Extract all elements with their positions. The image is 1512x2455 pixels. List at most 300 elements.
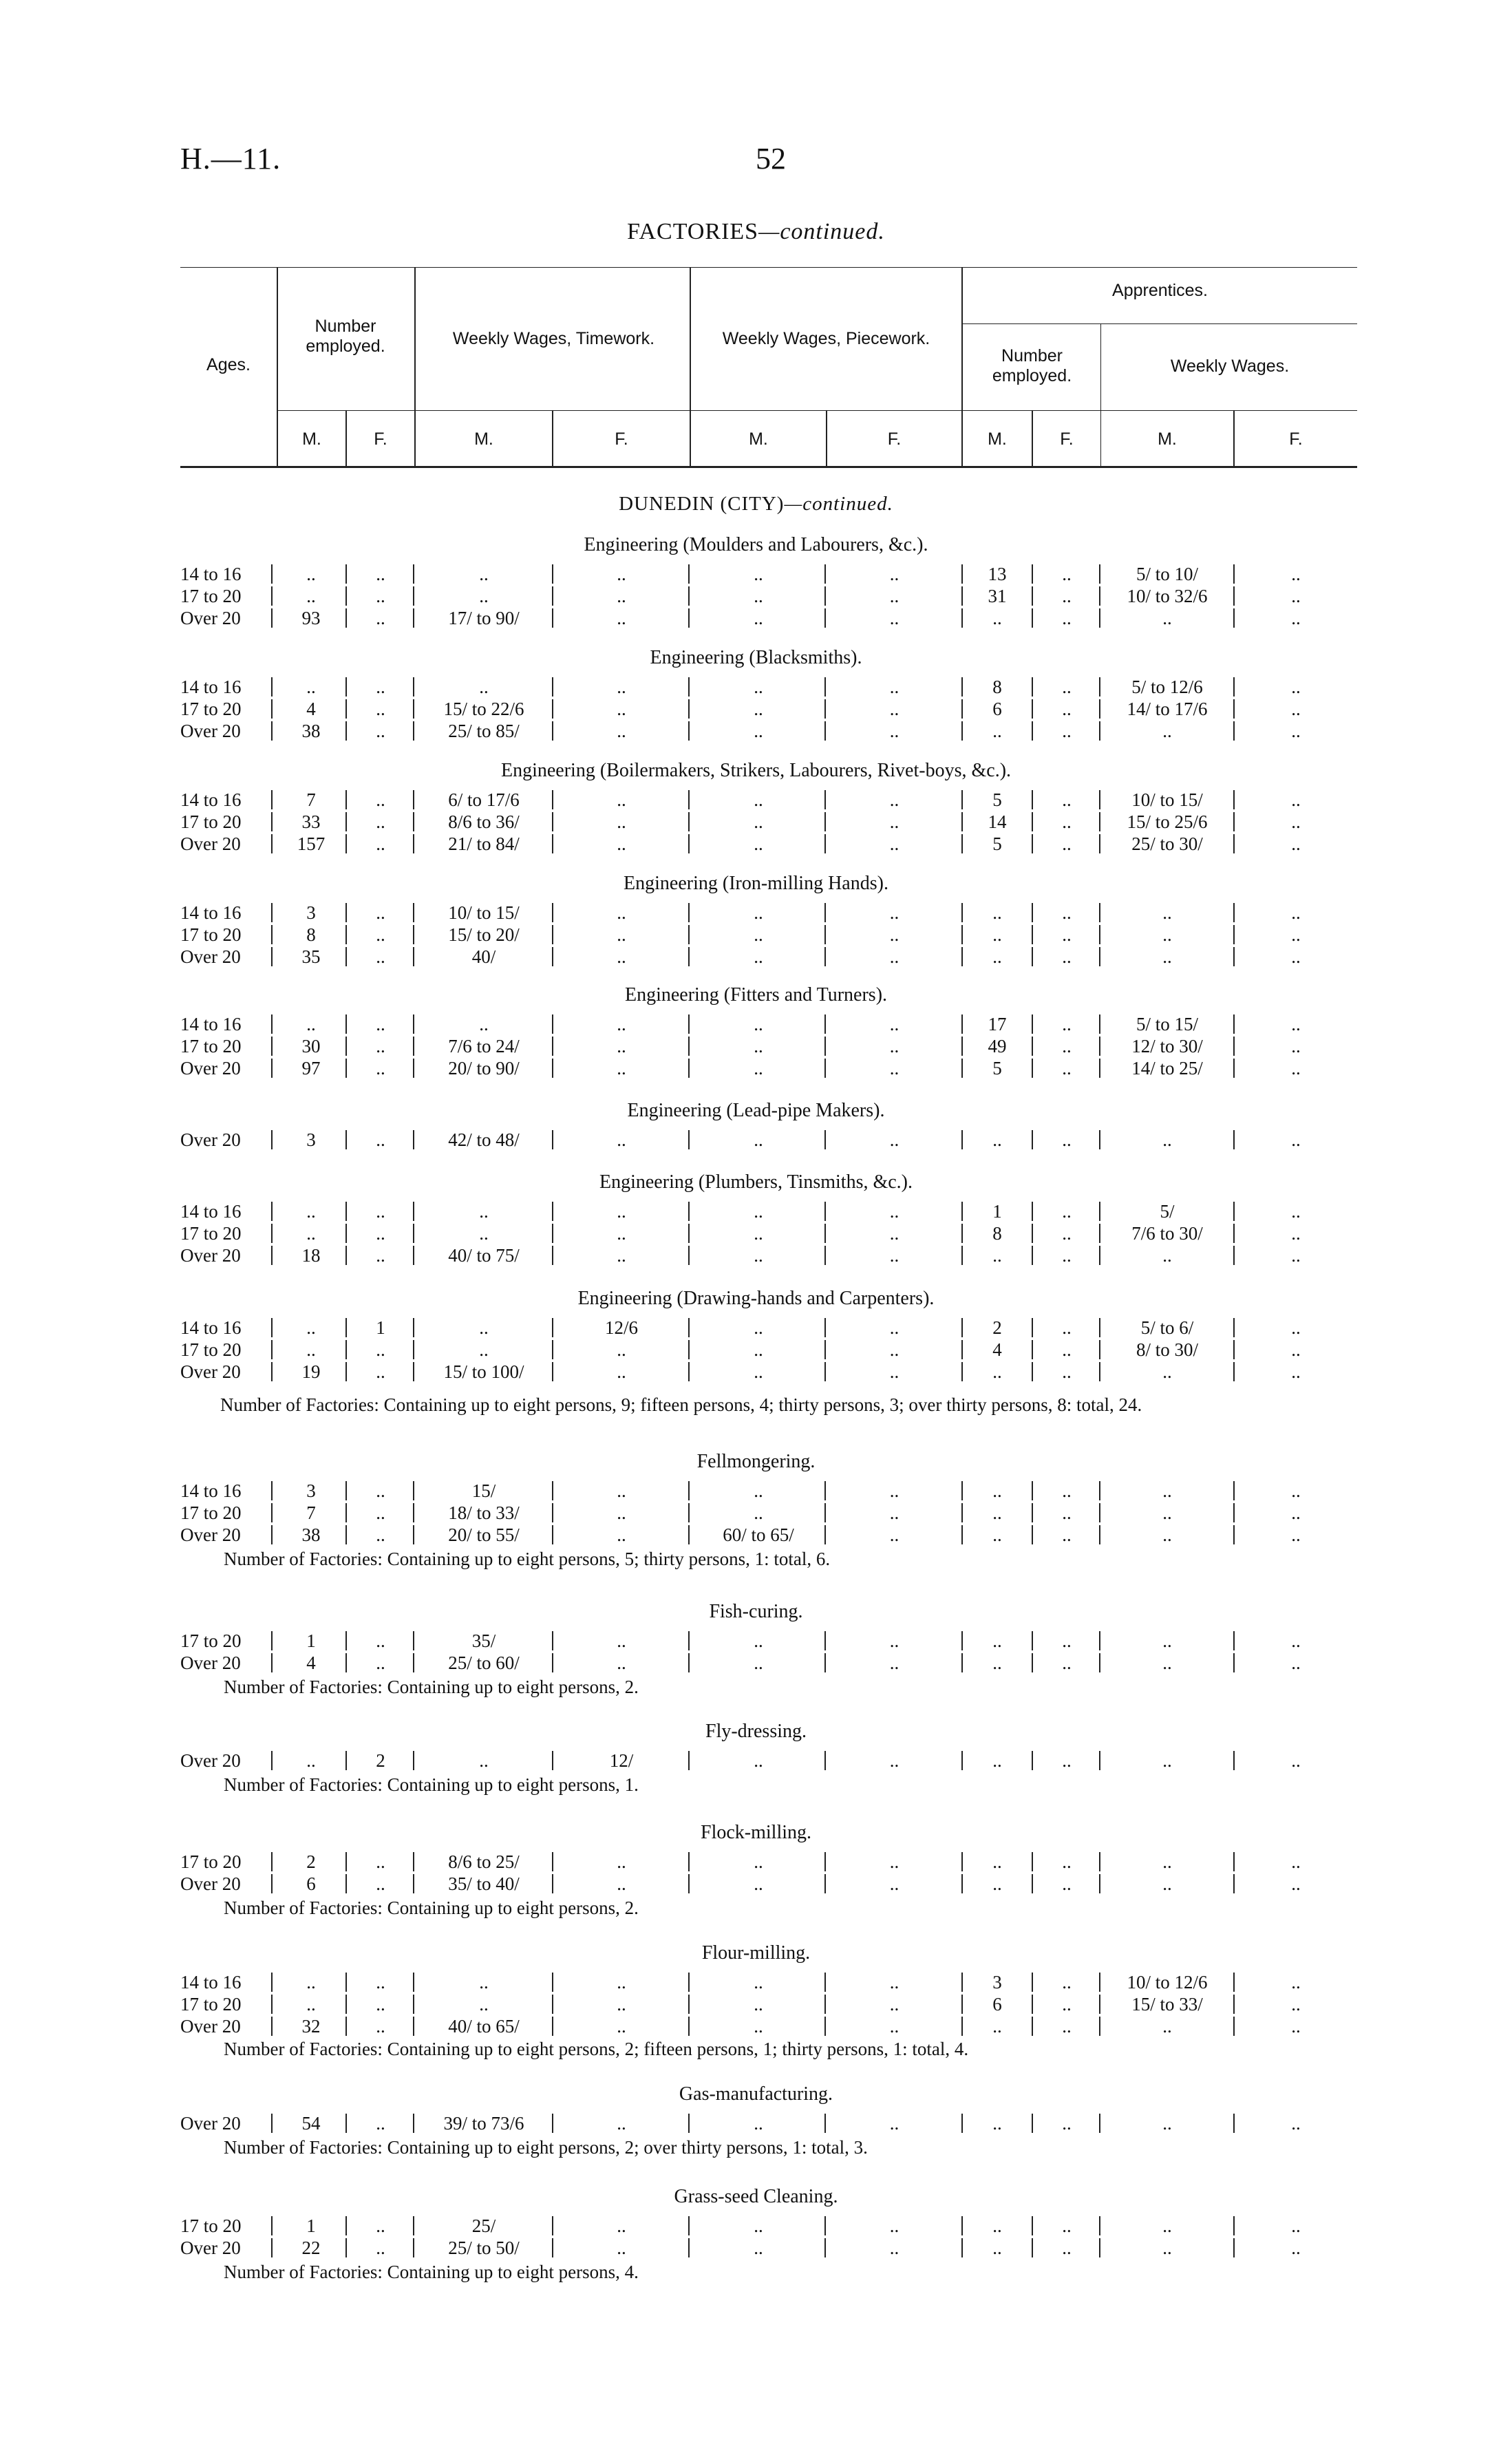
table-cell: 35 <box>301 946 321 967</box>
table-cell: .. <box>617 924 626 945</box>
table-cell: .. <box>1062 564 1072 584</box>
table-cell: .. <box>754 1994 763 2015</box>
table-cell: .. <box>889 586 899 606</box>
table-cell: .. <box>889 1502 899 1523</box>
table-row <box>180 2237 1357 2259</box>
table-cell: .. <box>617 721 626 741</box>
table-cell: .. <box>754 721 763 741</box>
table-cell: .. <box>617 789 626 810</box>
table-cell: .. <box>376 1480 385 1501</box>
table-cell: .. <box>889 1361 899 1382</box>
table-cell: 4 <box>306 699 316 719</box>
column-rule <box>271 1852 273 1871</box>
table-cell: .. <box>306 677 316 697</box>
factories-note: Number of Factories: Containing up to eight persons, 2; over thirty persons, 1: total, 3. <box>224 2137 868 2158</box>
section-title: Flock-milling. <box>701 1822 811 1843</box>
column-rule <box>271 564 273 584</box>
table-cell: .. <box>1162 1480 1172 1501</box>
age-cell: Over 20 <box>180 1873 241 1894</box>
table-cell: 5/ <box>1160 1201 1175 1222</box>
column-rule <box>271 608 273 628</box>
table-cell: .. <box>306 1994 316 2015</box>
title-suffix: —continued. <box>758 219 885 244</box>
table-cell: .. <box>754 1223 763 1244</box>
header-piecework: Weekly Wages, Piecework. <box>722 329 930 348</box>
table-cell: .. <box>376 2016 385 2037</box>
table-cell: .. <box>479 1201 489 1222</box>
table-cell: .. <box>889 1058 899 1078</box>
header-m: M. <box>474 429 493 449</box>
table-cell: .. <box>617 1994 626 2015</box>
table-cell: .. <box>1162 2113 1172 2134</box>
section-title: Gas-manufacturing. <box>679 2083 833 2105</box>
age-cell: 17 to 20 <box>180 1223 242 1244</box>
table-cell: .. <box>1062 1652 1072 1673</box>
table-cell: .. <box>754 1036 763 1056</box>
table-cell: 39/ to 73/6 <box>443 2113 524 2134</box>
table-cell: .. <box>889 946 899 967</box>
table-cell: .. <box>992 924 1002 945</box>
factories-note: Number of Factories: Containing up to eight persons, 5; thirty persons, 1: total, 6. <box>224 1549 831 1569</box>
table-cell: .. <box>1162 2215 1172 2236</box>
section-title: Fly-dressing. <box>705 1721 807 1742</box>
table-cell: .. <box>617 1873 626 1894</box>
column-rule <box>271 1973 273 1992</box>
page-title <box>0 219 1512 245</box>
table-cell: .. <box>992 1630 1002 1651</box>
table-cell: 54 <box>301 2113 321 2134</box>
table-cell: 6 <box>306 1873 316 1894</box>
table-cell: .. <box>1291 1873 1301 1894</box>
table-cell: 8/6 to 25/ <box>448 1851 520 1872</box>
column-rule <box>271 586 273 606</box>
table-cell: 25/ to 50/ <box>448 2238 520 2258</box>
table-row <box>180 698 1357 720</box>
age-cell: 14 to 16 <box>180 902 242 923</box>
age-cell: Over 20 <box>180 1129 241 1150</box>
table-cell: .. <box>617 1339 626 1360</box>
table-cell: 15/ to 100/ <box>443 1361 524 1382</box>
table-cell: .. <box>754 902 763 923</box>
table-cell: .. <box>479 1014 489 1034</box>
table-cell: 15/ to 22/6 <box>443 699 524 719</box>
table-cell: .. <box>754 1630 763 1651</box>
table-cell: .. <box>1062 1851 1072 1872</box>
age-cell: Over 20 <box>180 946 241 967</box>
table-cell: 5 <box>992 789 1002 810</box>
header-m: M. <box>1158 429 1177 449</box>
table-cell: .. <box>1162 924 1172 945</box>
table-cell: .. <box>617 1201 626 1222</box>
table-cell: .. <box>617 677 626 697</box>
column-rule <box>271 1037 273 1056</box>
header-f: F. <box>374 429 387 449</box>
table-cell: .. <box>617 946 626 967</box>
table-cell: .. <box>617 1851 626 1872</box>
section-title: Fish-curing. <box>709 1601 803 1622</box>
table-cell: 12/6 <box>604 1317 638 1338</box>
table-cell: .. <box>617 1972 626 1992</box>
table-cell: 25/ <box>471 2215 496 2236</box>
table-cell: .. <box>376 564 385 584</box>
column-rule <box>271 1318 273 1337</box>
table-cell: 38 <box>301 721 321 741</box>
table-cell: 7/6 to 30/ <box>1131 1223 1203 1244</box>
table-cell: .. <box>889 1014 899 1034</box>
table-cell: 5 <box>992 1058 1002 1078</box>
table-cell: .. <box>1062 946 1072 967</box>
table-cell: .. <box>889 2238 899 2258</box>
section-title: Engineering (Plumbers, Tinsmiths, &c.). <box>599 1171 913 1193</box>
table-cell: .. <box>306 586 316 606</box>
table-cell: .. <box>376 924 385 945</box>
table-cell: .. <box>306 1014 316 1034</box>
table-cell: .. <box>376 586 385 606</box>
table-cell: .. <box>479 586 489 606</box>
table-cell: .. <box>889 699 899 719</box>
header-m: M. <box>988 429 1007 449</box>
table-cell: .. <box>1162 1851 1172 1872</box>
table-cell: .. <box>376 1873 385 1894</box>
table-cell: 25/ to 30/ <box>1131 833 1203 854</box>
column-rule <box>271 1246 273 1265</box>
table-cell: .. <box>376 1129 385 1150</box>
table-cell: .. <box>479 1972 489 1992</box>
table-cell: .. <box>376 1524 385 1545</box>
table-cell: 42/ to 48/ <box>448 1129 520 1150</box>
table-cell: .. <box>1291 946 1301 967</box>
table-cell: .. <box>376 1994 385 2015</box>
table-cell: .. <box>1291 1129 1301 1150</box>
table-cell: 4 <box>306 1652 316 1673</box>
age-cell: 17 to 20 <box>180 1339 242 1360</box>
city-suffix: —continued. <box>784 493 893 515</box>
age-cell: Over 20 <box>180 2113 241 2134</box>
age-cell: Over 20 <box>180 833 241 854</box>
column-rule <box>271 1014 273 1034</box>
table-cell: .. <box>1062 721 1072 741</box>
table-cell: .. <box>1291 1524 1301 1545</box>
table-cell: .. <box>1062 1129 1072 1150</box>
table-cell: .. <box>889 1317 899 1338</box>
table-cell: .. <box>889 2113 899 2134</box>
table-cell: .. <box>1062 2238 1072 2258</box>
table-row <box>180 1317 1357 1339</box>
table-cell: .. <box>376 789 385 810</box>
table-cell: .. <box>617 1223 626 1244</box>
city-title <box>0 493 1512 516</box>
table-cell: .. <box>1062 677 1072 697</box>
table-cell: .. <box>617 811 626 832</box>
section-title: Engineering (Fitters and Turners). <box>624 984 888 1006</box>
table-cell: 2 <box>992 1317 1002 1338</box>
column-rule <box>271 2216 273 2235</box>
table-row <box>180 585 1357 607</box>
column-rule <box>271 903 273 922</box>
table-cell: .. <box>992 1361 1002 1382</box>
table-cell: .. <box>479 1750 489 1771</box>
section-title: Flour-milling. <box>701 1942 811 1964</box>
table-cell: .. <box>376 2113 385 2134</box>
age-cell: 17 to 20 <box>180 1036 242 1056</box>
table-cell: .. <box>479 1317 489 1338</box>
column-rule <box>271 1202 273 1221</box>
table-cell: .. <box>754 1317 763 1338</box>
table-cell: 3 <box>306 902 316 923</box>
table-cell: .. <box>376 1361 385 1382</box>
table-cell: 5 <box>992 833 1002 854</box>
table-cell: .. <box>1062 586 1072 606</box>
column-rule <box>271 1481 273 1500</box>
header-number-employed: Number employed. <box>306 317 385 356</box>
table-cell: .. <box>1162 1652 1172 1673</box>
table-row <box>180 1971 1357 1993</box>
table-row <box>180 1222 1357 1244</box>
table-cell: 18 <box>301 1245 321 1266</box>
age-cell: 17 to 20 <box>180 924 242 945</box>
table-row <box>180 811 1357 833</box>
column-rule <box>271 1751 273 1770</box>
table-cell: .. <box>376 1201 385 1222</box>
table-cell: 14 <box>988 811 1007 832</box>
table-cell: .. <box>1062 1036 1072 1056</box>
table-cell: .. <box>1291 833 1301 854</box>
table-cell: .. <box>992 1480 1002 1501</box>
age-cell: 14 to 16 <box>180 789 242 810</box>
table-cell: .. <box>617 1652 626 1673</box>
age-cell: Over 20 <box>180 1361 241 1382</box>
table-cell: .. <box>754 1245 763 1266</box>
table-cell: .. <box>889 789 899 810</box>
table-cell: .. <box>992 2238 1002 2258</box>
table-cell: .. <box>889 1972 899 1992</box>
table-row <box>180 2112 1357 2134</box>
table-cell: .. <box>1291 924 1301 945</box>
page-header <box>0 141 1512 182</box>
table-cell: .. <box>1291 1652 1301 1673</box>
table-cell: .. <box>617 1480 626 1501</box>
table-cell: .. <box>754 1873 763 1894</box>
table-cell: .. <box>889 1524 899 1545</box>
table-cell: 20/ to 55/ <box>448 1524 520 1545</box>
table-row <box>180 1524 1357 1546</box>
table-cell: .. <box>376 1502 385 1523</box>
table-cell: .. <box>1062 2016 1072 2037</box>
table-cell: .. <box>1162 1524 1172 1545</box>
title-main: FACTORIES <box>627 219 759 244</box>
table-cell: .. <box>1291 2113 1301 2134</box>
table-cell: 18/ to 33/ <box>448 1502 520 1523</box>
table-cell: 1 <box>306 1630 316 1651</box>
age-cell: Over 20 <box>180 721 241 741</box>
table-cell: 32 <box>301 2016 321 2037</box>
age-cell: Over 20 <box>180 1058 241 1078</box>
table-cell: 8 <box>992 677 1002 697</box>
table-cell: .. <box>889 677 899 697</box>
age-cell: 17 to 20 <box>180 1994 242 2015</box>
age-cell: Over 20 <box>180 1750 241 1771</box>
table-cell: .. <box>1062 699 1072 719</box>
column-rule <box>271 1059 273 1078</box>
table-cell: .. <box>306 1972 316 1992</box>
table-cell: .. <box>1062 1201 1072 1222</box>
table-cell: .. <box>992 1873 1002 1894</box>
table-cell: .. <box>479 1339 489 1360</box>
factories-note: Number of Factories: Containing up to eight persons, 4. <box>224 2262 639 2282</box>
column-rule <box>271 947 273 966</box>
table-cell: 25/ to 85/ <box>448 721 520 741</box>
section-title: Engineering (Boilermakers, Strikers, Labourers, Rivet-boys, &c.). <box>500 760 1012 781</box>
age-cell: 14 to 16 <box>180 1317 242 1338</box>
age-cell: Over 20 <box>180 1245 241 1266</box>
column-rule <box>271 721 273 741</box>
table-cell: .. <box>1162 1245 1172 1266</box>
table-cell: .. <box>1291 789 1301 810</box>
table-cell: .. <box>306 1201 316 1222</box>
table-cell: .. <box>376 833 385 854</box>
table-cell: .. <box>1291 811 1301 832</box>
table-cell: .. <box>992 2215 1002 2236</box>
table-cell: .. <box>754 1972 763 1992</box>
table-cell: 10/ to 12/6 <box>1127 1972 1208 1992</box>
table-cell: .. <box>1062 924 1072 945</box>
table-cell: .. <box>376 1014 385 1034</box>
table-cell: .. <box>376 1223 385 1244</box>
table-cell: .. <box>1291 2016 1301 2037</box>
table-cell: .. <box>306 1750 316 1771</box>
table-cell: .. <box>1291 1630 1301 1651</box>
column-rule <box>271 1224 273 1243</box>
section-title: Fellmongering. <box>696 1451 816 1472</box>
table-cell: .. <box>992 1524 1002 1545</box>
table-row <box>180 2015 1357 2037</box>
table-cell: .. <box>376 811 385 832</box>
table-cell: .. <box>754 924 763 945</box>
table-cell: .. <box>376 2215 385 2236</box>
table-cell: .. <box>1062 1524 1072 1545</box>
section-title: Engineering (Blacksmiths). <box>650 647 862 668</box>
table-cell: .. <box>1162 2016 1172 2037</box>
table-cell: .. <box>889 1851 899 1872</box>
table-cell: .. <box>1291 1972 1301 1992</box>
table-cell: .. <box>754 564 763 584</box>
table-cell: 8/6 to 36/ <box>448 811 520 832</box>
age-cell: 17 to 20 <box>180 2215 242 2236</box>
header-f: F. <box>1289 429 1303 449</box>
table-cell: .. <box>889 1750 899 1771</box>
table-cell: .. <box>1291 608 1301 628</box>
table-cell: .. <box>617 564 626 584</box>
header-timework: Weekly Wages, Timework. <box>452 329 655 348</box>
table-cell: .. <box>1162 946 1172 967</box>
age-cell: 14 to 16 <box>180 1972 242 1992</box>
age-cell: Over 20 <box>180 608 241 628</box>
table-cell: .. <box>754 789 763 810</box>
table-cell: .. <box>1162 1502 1172 1523</box>
table-cell: .. <box>1291 699 1301 719</box>
table-cell: 10/ to 32/6 <box>1127 586 1208 606</box>
table-cell: .. <box>376 721 385 741</box>
table-cell: 8/ to 30/ <box>1136 1339 1198 1360</box>
table-cell: .. <box>889 2016 899 2037</box>
column-rule <box>271 1631 273 1650</box>
table-cell: .. <box>889 1036 899 1056</box>
table-cell: .. <box>376 902 385 923</box>
age-cell: 17 to 20 <box>180 699 242 719</box>
column-rule <box>271 834 273 853</box>
table-cell: 7 <box>306 1502 316 1523</box>
table-cell: .. <box>1062 1750 1072 1771</box>
table-row <box>180 607 1357 629</box>
table-cell: .. <box>306 1339 316 1360</box>
table-row <box>180 1750 1357 1772</box>
table-cell: 7 <box>306 789 316 810</box>
age-cell: Over 20 <box>180 1524 241 1545</box>
table-cell: .. <box>479 677 489 697</box>
table-cell: 5/ to 10/ <box>1136 564 1198 584</box>
section-title: Engineering (Moulders and Labourers, &c.). <box>584 534 928 555</box>
column-rule <box>271 677 273 697</box>
table-cell: .. <box>1062 2215 1072 2236</box>
table-cell: .. <box>1291 1317 1301 1338</box>
table-cell: .. <box>1291 2215 1301 2236</box>
table-cell: .. <box>617 1502 626 1523</box>
table-cell: .. <box>754 1652 763 1673</box>
table-cell: .. <box>617 2215 626 2236</box>
table-cell: .. <box>992 2016 1002 2037</box>
table-cell: .. <box>376 699 385 719</box>
table-cell: .. <box>1062 1014 1072 1034</box>
table-cell: .. <box>754 586 763 606</box>
table-cell: .. <box>889 924 899 945</box>
age-cell: Over 20 <box>180 2016 241 2037</box>
table-cell: .. <box>889 1339 899 1360</box>
table-cell: .. <box>376 1036 385 1056</box>
city-name: DUNEDIN (CITY) <box>619 493 785 515</box>
table-cell: .. <box>376 677 385 697</box>
table-cell: .. <box>754 2113 763 2134</box>
table-cell: 6 <box>992 1994 1002 2015</box>
factories-note: Number of Factories: Containing up to eight persons, 9; fifteen persons, 4; thirty persons, 3; over thirty persons, 8: total, 24. <box>220 1394 1142 1415</box>
table-cell: .. <box>617 2238 626 2258</box>
table-cell: 17/ to 90/ <box>448 608 520 628</box>
table-cell: 13 <box>988 564 1007 584</box>
table-cell: .. <box>992 1245 1002 1266</box>
table-cell: .. <box>617 2113 626 2134</box>
header-ages: Ages. <box>206 355 251 374</box>
table-cell: .. <box>1291 677 1301 697</box>
table-cell: 15/ to 25/6 <box>1127 811 1208 832</box>
table-cell: .. <box>889 721 899 741</box>
table-cell: .. <box>889 1873 899 1894</box>
table-cell: .. <box>1291 721 1301 741</box>
table-cell: .. <box>617 1245 626 1266</box>
table-cell: 2 <box>376 1750 385 1771</box>
table-row <box>180 676 1357 698</box>
table-cell: 1 <box>306 2215 316 2236</box>
table-cell: 10/ to 15/ <box>448 902 520 923</box>
table-cell: .. <box>1062 811 1072 832</box>
table-cell: .. <box>889 608 899 628</box>
table-cell: .. <box>306 1223 316 1244</box>
table-row <box>180 1993 1357 2015</box>
section-title: Engineering (Lead-pipe Makers). <box>627 1100 885 1121</box>
table-cell: 12/ <box>609 1750 634 1771</box>
table-cell: 33 <box>301 811 321 832</box>
table-cell: 14/ to 17/6 <box>1127 699 1208 719</box>
table-cell: .. <box>1291 1480 1301 1501</box>
age-cell: Over 20 <box>180 1652 241 1673</box>
